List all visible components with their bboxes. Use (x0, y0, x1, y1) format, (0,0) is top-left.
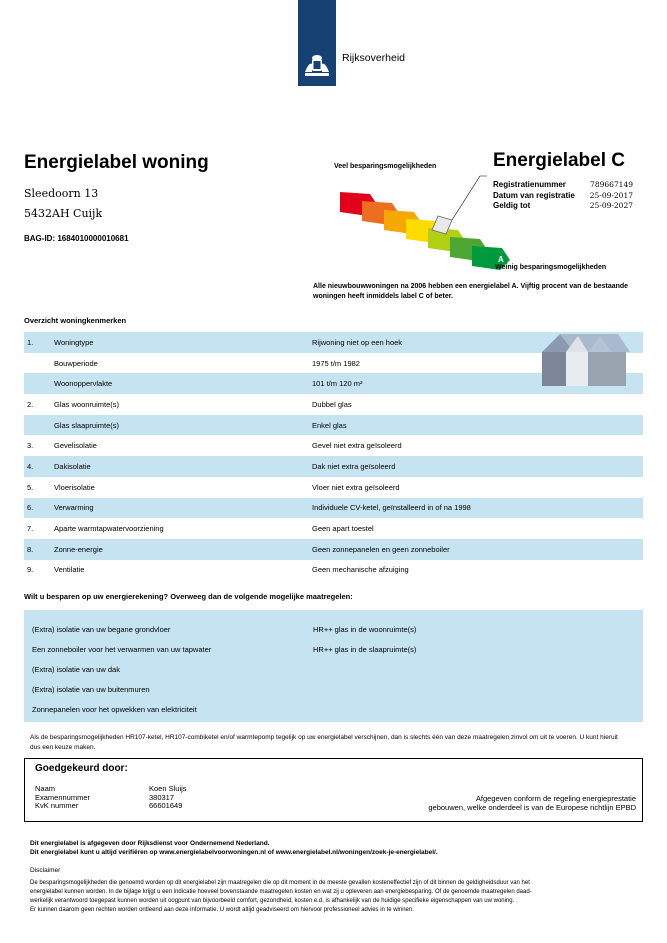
regeling-line: gebouwen, welke onderdeel is van de Europese richtlijn EPBD (428, 803, 636, 812)
disclaimer-text (30, 879, 640, 915)
kenmerk-label: Woningtype (54, 337, 94, 347)
page-title: Energielabel woning (24, 152, 209, 173)
kenmerk-number: 8. (27, 544, 34, 554)
goedgekeurd-values (149, 785, 187, 811)
kenmerk-value: Geen apart toestel (312, 524, 374, 534)
kenmerk-number: 7. (27, 524, 34, 534)
goedgekeurd-title: Goedgekeurd door: (35, 763, 128, 774)
kenmerk-row (24, 539, 643, 560)
kenmerk-label: Woonoppervlakte (54, 379, 113, 389)
maatregel-item: (Extra) isolatie van uw buitenmuren (32, 685, 150, 694)
energy-class-letter: A (498, 255, 504, 264)
disclaimer-line: De besparingsmogelijkheden die genoemd worden op dit energielabel zijn maatregelen die op dit moment in de meeste gevallen kosteneffectief zijn of dit binnen de geldigheidsduur van het (30, 880, 530, 886)
kenmerk-value: 101 t/m 120 m² (312, 379, 363, 389)
registration-row (493, 191, 633, 202)
registration-key: Geldig tot (493, 201, 531, 210)
house-icon (538, 330, 630, 388)
kenmerk-number: 1. (27, 337, 34, 347)
maatregelen-heading: Wilt u besparen op uw energierekening? Overweeg dan de volgende mogelijke maatregelen: (24, 592, 353, 601)
registration-key: Registratienummer (493, 180, 566, 189)
address (24, 184, 102, 224)
footer-line: Dit energielabel is afgegeven door Rijksdienst voor Ondernemend Nederland. (30, 840, 270, 847)
kenmerken-heading: Overzicht woningkenmerken (24, 316, 127, 325)
kenmerk-row (24, 518, 643, 539)
registration-value: 25-09-2017 (589, 190, 633, 200)
kenmerk-label: Bouwperiode (54, 358, 98, 368)
footer-line: Dit energielabel kunt u altijd verifiëren op www.energielabelvoorwoningen.nl of www.energielabel.nl/woningen/zoek-je-energielabel/. (30, 849, 438, 856)
kenmerk-value: Enkel glas (312, 420, 347, 430)
weinig-label: Weinig besparingsmogelijkheden (495, 264, 607, 271)
maatregel-item: Zonnepanelen voor het opwekken van elektriciteit (32, 705, 197, 714)
registration-value: 25-09-2027 (589, 201, 633, 210)
kenmerk-label: Ventilatie (54, 565, 85, 575)
kenmerk-label: Zonne-energie (54, 544, 103, 554)
maatregel-item: HR++ glas in de slaapruimte(s) (313, 645, 417, 654)
registration-key: Datum van registratie (493, 190, 575, 200)
kenmerk-row (24, 415, 643, 436)
disclaimer-line: energielabel kunnen worden. In de bijlage krijgt u een indicatie hoeveel bovenstaande maatregelen kosten en wat zij u opleveren aan energiebesparing. Of de genoemde maatregelen daad- (30, 889, 532, 895)
footer-info (30, 839, 438, 857)
kenmerk-number: 4. (27, 461, 34, 471)
kenmerk-value: Rijwoning niet op een hoek (312, 337, 403, 347)
goedgekeurd-label: Naam (35, 784, 56, 793)
kenmerk-value: 1975 t/m 1982 (312, 358, 360, 368)
disclaimer-line: Er kunnen daarom geen rechten worden ontleend aan deze informatie. U wordt altijd geadviseerd om hiervoor professioneel advies in te winnen. (30, 907, 414, 913)
kenmerk-row (24, 498, 643, 519)
goedgekeurd-value: 66601649 (149, 801, 183, 810)
goedgekeurd-regeling (428, 794, 636, 812)
goedgekeurd-value: 380317 (149, 792, 175, 802)
registration-value: 789667149 (590, 180, 633, 189)
kenmerk-label: Vloerisolatie (54, 482, 95, 492)
maatregel-item: HR++ glas in de woonruimte(s) (313, 625, 417, 634)
energy-label-title: Energielabel C (493, 150, 625, 171)
maatregel-item: (Extra) isolatie van uw dak (32, 665, 120, 674)
maatregel-item: Een zonneboiler voor het verwarmen van uw tapwater (32, 645, 212, 654)
address-city: 5432AH Cuijk (24, 207, 103, 220)
kenmerk-label: Dakisolatie (54, 461, 91, 471)
kenmerk-number: 2. (27, 399, 34, 409)
kenmerk-row (24, 456, 643, 477)
registration-table (493, 180, 633, 212)
kenmerk-value: Geen zonnepanelen en geen zonneboiler (312, 544, 450, 554)
logo-text: Rijksoverheid (342, 52, 406, 64)
kenmerk-number: 6. (27, 503, 34, 513)
kenmerk-label: Verwarming (54, 503, 94, 513)
maatregelen-box (24, 610, 643, 722)
regeling-line: Afgegeven conform de regeling energieprestatie (475, 794, 636, 803)
marker-pointer-line (452, 176, 487, 220)
goedgekeurd-label: KvK nummer (35, 801, 79, 810)
coat-of-arms-icon (301, 50, 333, 80)
bag-id: BAG-ID: 1684010000010681 (24, 234, 129, 243)
kenmerk-row (24, 394, 643, 415)
kenmerk-number: 3. (27, 441, 34, 451)
disclaimer-line: werkelijk verantwoord toegepast kunnen worden uit oogpunt van bijvoorbeeld comfort, gezondheid, kosten e.d. is afhankelijk van de huidige specifieke eigenschappen van uw woning. (30, 898, 515, 904)
address-street: Sleedoorn 13 (24, 187, 99, 200)
registration-row (493, 180, 633, 191)
kenmerk-label: Glas woonruimte(s) (54, 399, 120, 409)
goedgekeurd-value: Koen Sluijs (149, 784, 187, 793)
goedgekeurd-label: Examennummer (35, 792, 91, 802)
kenmerk-value: Dak niet extra geïsoleerd (312, 461, 396, 471)
kenmerk-value: Vloer niet extra geïsoleerd (312, 482, 400, 492)
kenmerk-value: Gevel niet extra geïsoleerd (312, 441, 402, 451)
disclaimer-title: Disclaimer (30, 867, 61, 874)
goedgekeurd-box (24, 758, 643, 822)
kenmerk-number: 9. (27, 565, 34, 575)
kenmerk-row (24, 560, 643, 581)
maatregelen-note: Als de besparingsmogelijkheden HR107-ketel, HR107-combiketel en/of warmtepomp tegelijk op uw energielabel verschijnen, dan is slechts één van deze maatregelen zinvol om uit te voeren. U kunt hieruit dus een keuze maken. (30, 734, 618, 751)
maatregel-item: (Extra) isolatie van uw begane grondvloer (32, 625, 171, 634)
kenmerk-label: Gevelisolatie (54, 441, 97, 451)
kenmerk-value: Geen mechanische afzuiging (312, 565, 409, 575)
registration-row (493, 201, 633, 212)
kenmerk-label: Glas slaapruimte(s) (54, 420, 120, 430)
kenmerk-number: 5. (27, 482, 34, 492)
kenmerk-label: Aparte warmtapwatervoorziening (54, 524, 164, 534)
label-note: Alle nieuwbouwwoningen na 2006 hebben een energielabel A. Vijftig procent van de bestaande woningen heeft inmiddels label C of beter. (313, 283, 629, 300)
kenmerk-row (24, 435, 643, 456)
kenmerk-value: Dubbel glas (312, 399, 352, 409)
veel-label: Veel besparingsmogelijkheden (334, 163, 437, 170)
goedgekeurd-labels (35, 785, 90, 811)
kenmerk-row (24, 477, 643, 498)
kenmerk-value: Individuele CV-ketel, geïnstalleerd in of na 1998 (312, 503, 471, 513)
